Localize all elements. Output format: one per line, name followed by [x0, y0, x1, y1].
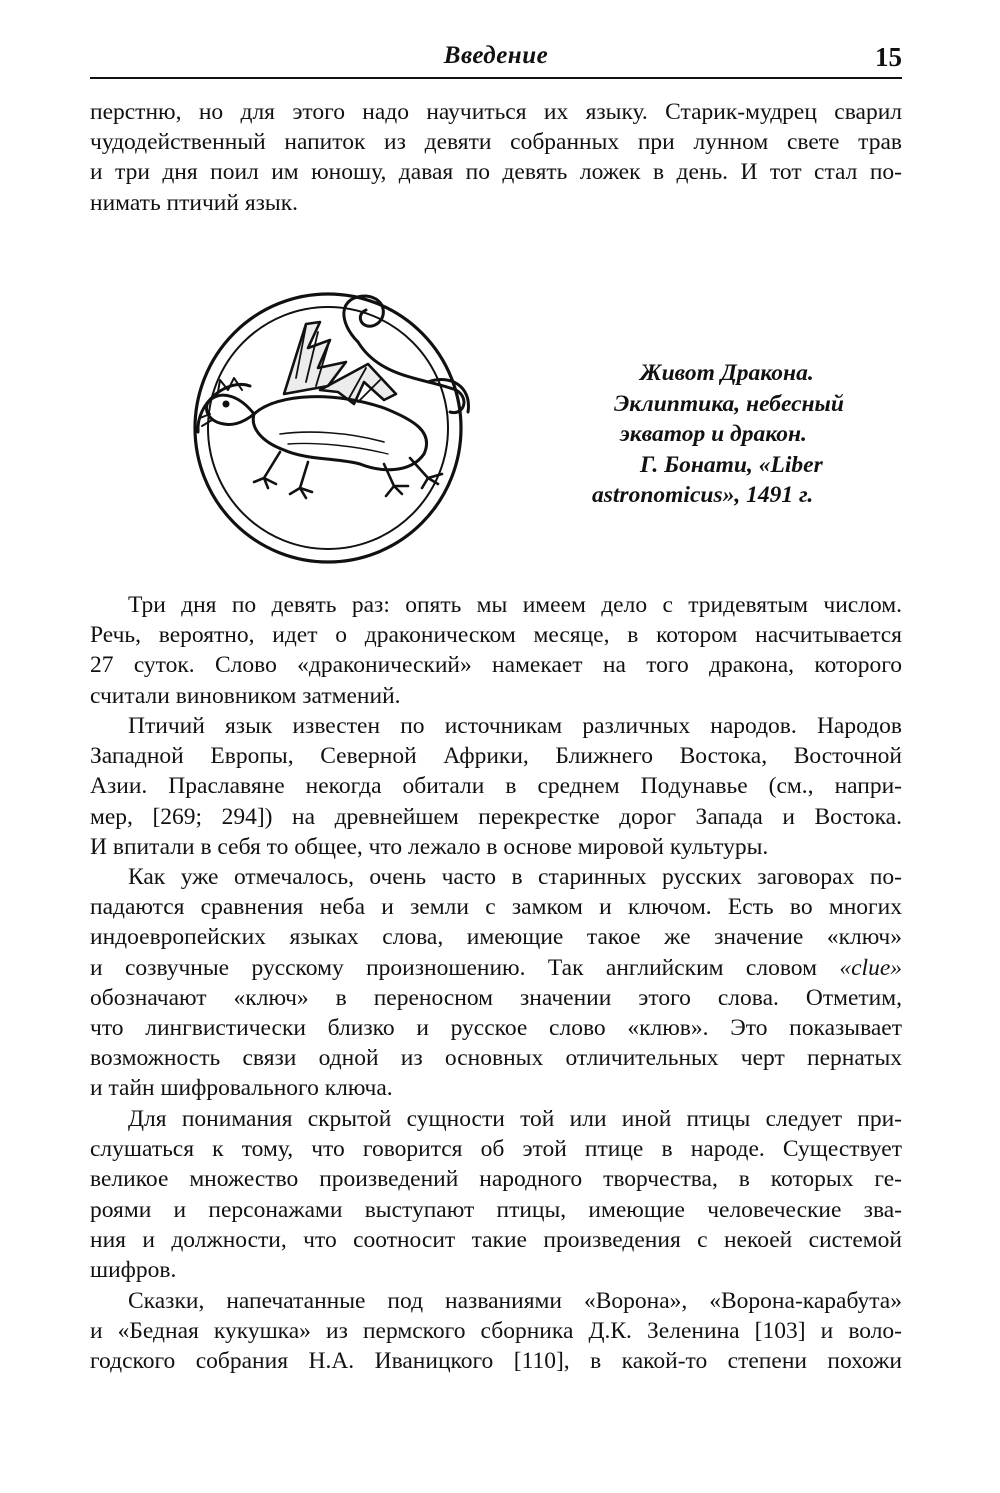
text-line: Птичий язык известен по источникам различных народов. Народов: [128, 713, 902, 739]
text-line: что лингвистически близко и русское слово «клюв». Это показывает: [90, 1014, 902, 1041]
text-line: чудодейственный напиток из девяти собранных при лунном свете трав: [90, 129, 902, 156]
paragraph: [90, 1104, 902, 1285]
paragraph: [90, 711, 902, 862]
text-line: и тайн шифровального ключа.: [90, 1075, 393, 1102]
text-fragment: и созвучные русскому произношению. Так английским словом: [90, 954, 817, 981]
text-line: нимать птичий язык.: [90, 189, 298, 216]
text-line: Речь, вероятно, идет о драконическом месяце, в котором насчитывается: [90, 622, 902, 649]
text-line: падаются сравнения неба и земли с замком и ключом. Есть во многих: [90, 894, 902, 921]
text-line: годского собрания Н.А. Иваницкого [110], в какой-то степени похожи: [90, 1348, 902, 1375]
text-line: Как уже отмечалось, очень часто в старинных русских заговорах по-: [128, 864, 902, 890]
running-header: [90, 38, 902, 78]
text-line: индоевропейских языках слова, имеющие такое же значение «ключ»: [90, 924, 902, 951]
text-line: Три дня по девять раз: опять мы имеем дело с тридевятым числом.: [128, 592, 902, 618]
text-line: Азии. Праславяне некогда обитали в среднем Подунавье (см., напри-: [90, 773, 902, 800]
text-line: великое множество произведений народного творчества, в которых ге-: [90, 1166, 902, 1193]
text-line: [90, 953, 902, 983]
text-line: Западной Европы, Северной Африки, Ближнего Востока, Восточной: [90, 743, 902, 770]
page-number: 15: [875, 42, 902, 72]
caption-line: astronomicus», 1491 г.: [592, 482, 814, 508]
paragraph: [90, 1286, 902, 1377]
text-line: перстню, но для этого надо научиться их языку. Старик-мудрец сварил: [90, 99, 902, 125]
text-line: роями и персонажами выступают птицы, имеющие человеческие зва-: [90, 1196, 902, 1223]
text-line: Сказки, напечатанные под названиями «Ворона», «Ворона-карабута»: [128, 1288, 902, 1314]
dragon-woodcut-icon: [188, 282, 478, 572]
text-line: и три дня поил им юношу, давая по девять ложек в день. И тот стал по-: [90, 159, 902, 186]
header-rule: [90, 77, 902, 79]
caption-line: экватор и дракон.: [620, 421, 807, 447]
text-line: возможность связи одной из основных отличительных черт пернатых: [90, 1045, 902, 1072]
caption-line: Живот Дракона.: [640, 360, 814, 386]
paragraph: [90, 862, 902, 1104]
text-line: и «Бедная кукушка» из пермского сборника Д.К. Зеленина [103] и воло-: [90, 1318, 902, 1345]
figure-caption: [592, 358, 882, 511]
english-word-clue: «clue»: [839, 954, 902, 981]
text-line: считали виновником затмений.: [90, 682, 401, 709]
text-line: шифров.: [90, 1256, 177, 1283]
paragraph: [90, 590, 902, 711]
text-line: 27 суток. Слово «драконический» намекает на того дракона, которого: [90, 652, 902, 679]
text-line: ния и должности, что соотносит такие произведения с некоей системой: [90, 1226, 902, 1253]
text-line: И впитали в себя то общее, что лежало в основе мировой культуры.: [90, 833, 769, 860]
chapter-title: Введение: [443, 42, 549, 69]
caption-line: Эклиптика, небесный: [614, 390, 844, 417]
text-line: обозначают «ключ» в переносном значении этого слова. Отметим,: [90, 984, 902, 1011]
caption-line: Г. Бонати, «Liber: [640, 451, 823, 478]
text-line: мер, [269; 294]) на древнейшем перекрестке дорог Запада и Востока.: [90, 803, 902, 830]
dragon-illustration: [188, 282, 478, 572]
paragraph: [90, 97, 902, 218]
text-line: Для понимания скрытой сущности той или иной птицы следует при-: [128, 1106, 902, 1132]
text-line: слушаться к тому, что говорится об этой птице в народе. Существует: [90, 1136, 902, 1163]
